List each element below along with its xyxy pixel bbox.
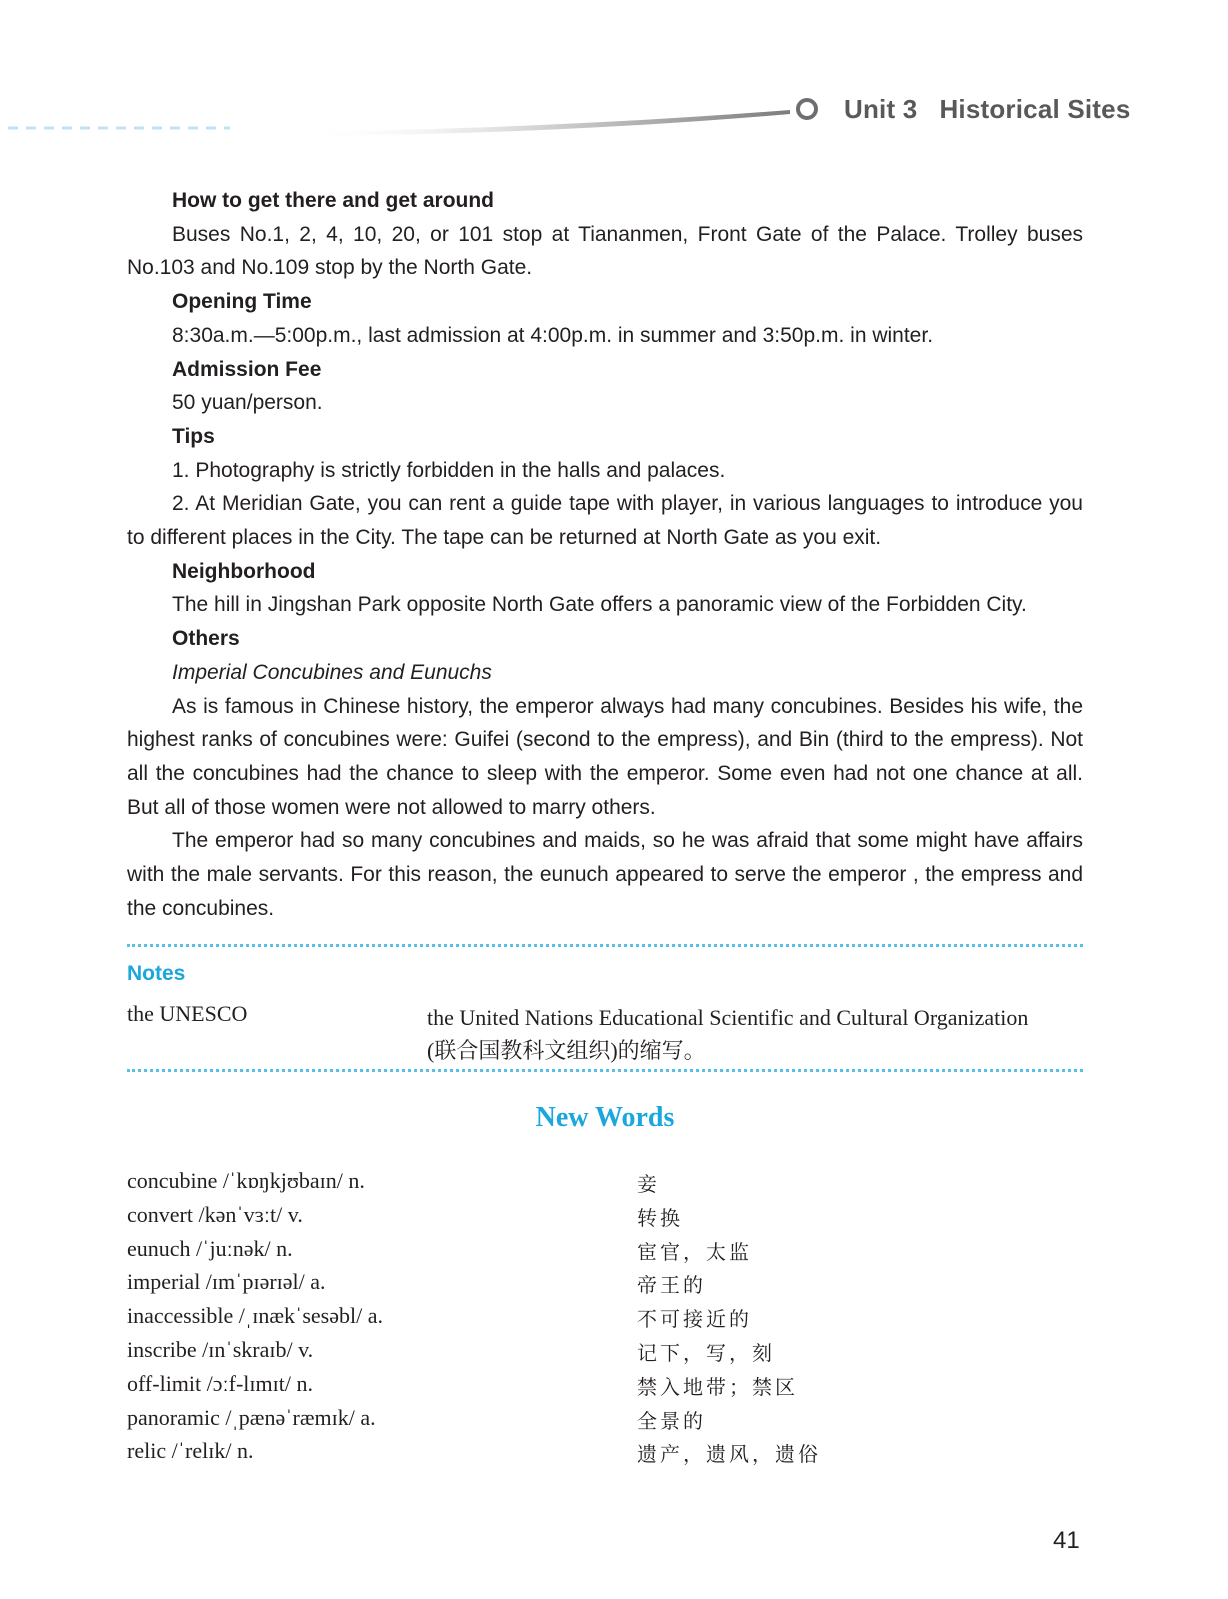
- word-meaning: 遗产，遗风，遗俗: [637, 1442, 821, 1467]
- others-paragraph: The emperor had so many concubines and maids, so he was afraid that some might have affairs with the male servants. For this reason, the eunuch appeared to serve the emperor , the empress and the concubines.: [127, 829, 1083, 920]
- word-meaning: 禁入地带；禁区: [637, 1374, 798, 1399]
- tip-item: 2. At Meridian Gate, you can rent a guide tape with player, in various languages to introduce you to different places in the City. The tape can be returned at North Gate as you exit.: [127, 492, 1083, 550]
- note-definition-line: (联合国教科文组织)的缩写。: [427, 1038, 706, 1063]
- notes-divider-bottom: [127, 1069, 1083, 1072]
- admission-fee-heading: Admission Fee: [172, 357, 322, 381]
- tips-heading: Tips: [172, 424, 215, 448]
- header-decoration: [0, 90, 840, 150]
- opening-time-heading: Opening Time: [172, 290, 312, 314]
- opening-time-text: 8:30a.m.—5:00p.m., last admission at 4:00p.m. in summer and 3:50p.m. in winter.: [172, 323, 934, 347]
- word-entry: [127, 1168, 1083, 1202]
- note-term: the UNESCO: [127, 1001, 248, 1026]
- word-entry: [127, 1202, 1083, 1236]
- word-term: imperial /ɪmˈpɪərɪəl/ a.: [127, 1269, 326, 1295]
- notes-title: Notes: [127, 962, 186, 985]
- word-meaning: 记下，写，刻: [637, 1340, 775, 1365]
- new-words-list: [127, 1168, 1083, 1472]
- tip-item: 1. Photography is strictly forbidden in the halls and palaces.: [172, 458, 726, 482]
- main-content: [127, 184, 1083, 925]
- word-meaning: 转换: [637, 1205, 683, 1230]
- word-meaning: 妾: [637, 1172, 660, 1196]
- unit-header: [844, 94, 1131, 125]
- word-entry: [127, 1236, 1083, 1270]
- word-term: inaccessible /ˌɪnækˈsesəbl/ a.: [127, 1303, 383, 1329]
- page-number: 41: [1053, 1527, 1080, 1554]
- word-meaning: 宦官，太监: [637, 1239, 752, 1264]
- unit-title: Historical Sites: [939, 94, 1131, 124]
- others-heading: Others: [172, 627, 240, 651]
- note-definition: [427, 1001, 1083, 1067]
- admission-fee-text: 50 yuan/person.: [172, 391, 323, 415]
- word-entry: [127, 1438, 1083, 1472]
- note-definition-line: the United Nations Educational Scientific and Cultural Organization: [427, 1005, 1029, 1030]
- neighborhood-text: The hill in Jingshan Park opposite North Gate offers a panoramic view of the Forbidden City.: [172, 593, 1027, 617]
- others-subheading: Imperial Concubines and Eunuchs: [172, 660, 492, 684]
- new-words-title: New Words: [535, 1102, 675, 1133]
- word-term: panoramic /ˌpænəˈræmɪk/ a.: [127, 1404, 376, 1430]
- neighborhood-heading: Neighborhood: [172, 559, 316, 583]
- word-term: convert /kənˈvɜːt/ v.: [127, 1201, 303, 1227]
- get-there-text: Buses No.1, 2, 4, 10, 20, or 101 stop at Tiananmen, Front Gate of the Palace. Trolley buses No.103 and No.109 stop by the North Gate.: [127, 222, 1083, 280]
- word-entry: [127, 1337, 1083, 1371]
- word-term: concubine /ˈkɒŋkjʊbaɪn/ n.: [127, 1168, 365, 1193]
- word-term: eunuch /ˈjuːnək/ n.: [127, 1235, 293, 1261]
- word-meaning: 帝王的: [637, 1273, 706, 1298]
- word-meaning: 不可接近的: [637, 1307, 752, 1332]
- word-meaning: 全景的: [637, 1408, 706, 1433]
- word-entry: [127, 1405, 1083, 1439]
- word-entry: [127, 1371, 1083, 1405]
- notes-divider-top: [127, 944, 1083, 947]
- others-paragraph: As is famous in Chinese history, the emperor always had many concubines. Besides his wife, the highest ranks of concubines were: Guifei (second to the empress), and Bin (third to the empress). Not all the concubines had the chance to sleep with the emperor. Some even had not one chance at all. But all of those women were not allowed to marry others.: [127, 694, 1083, 819]
- word-term: off-limit /ɔːf-lɪmɪt/ n.: [127, 1370, 313, 1396]
- word-term: inscribe /ɪnˈskraɪb/ v.: [127, 1336, 314, 1362]
- word-entry: [127, 1303, 1083, 1337]
- get-there-heading: How to get there and get around: [172, 189, 495, 212]
- word-entry: [127, 1269, 1083, 1303]
- unit-number: Unit 3: [844, 94, 918, 124]
- word-term: relic /ˈrelɪk/ n.: [127, 1438, 254, 1464]
